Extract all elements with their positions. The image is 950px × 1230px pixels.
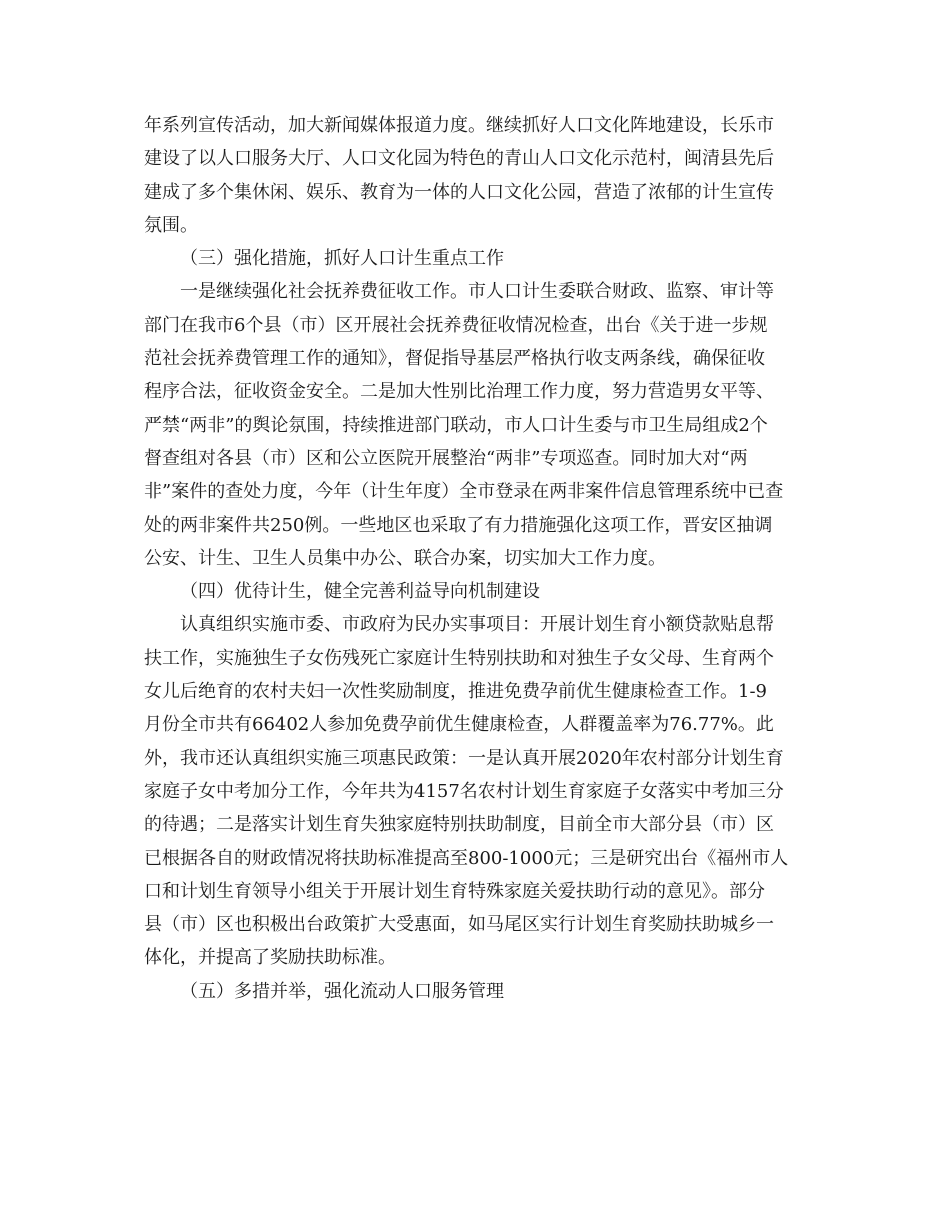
paragraph-line: 部门在我市6个县（市）区开展社会抚养费征收情况检查，出台《关于进一步规 <box>144 314 768 336</box>
paragraph-line: 家庭子女中考加分工作，今年共为4157名农村计划生育家庭子女落实中考加三分 <box>144 780 784 802</box>
paragraph-line-indented: 认真组织实施市委、市政府为民办实事项目：开展计划生育小额贷款贴息帮 <box>180 614 774 636</box>
paragraph-line-indented: （五）多措并举，强化流动人口服务管理 <box>180 980 504 1002</box>
paragraph-line-indented: 一是继续强化社会抚养费征收工作。市人口计生委联合财政、监察、审计等 <box>180 281 774 303</box>
paragraph-line: 扶工作，实施独生子女伤残死亡家庭计生特别扶助和对独生子女父母、生育两个 <box>144 647 774 669</box>
paragraph-line: 外，我市还认真组织实施三项惠民政策：一是认真开展2020年农村部分计划生育 <box>144 747 784 769</box>
paragraph-line: 范社会抚养费管理工作的通知》，督促指导基层严格执行收支两条线，确保征收 <box>144 348 765 370</box>
paragraph-line: 建成了多个集休闲、娱乐、教育为一体的人口文化公园，营造了浓郁的计生宣传 <box>144 181 774 203</box>
paragraph-line: 严禁“两非”的舆论氛围，持续推进部门联动，市人口计生委与市卫生局组成2个 <box>144 414 768 436</box>
paragraph-line-indented: （三）强化措施，抓好人口计生重点工作 <box>180 248 504 270</box>
paragraph-line: 氛围。 <box>144 214 198 236</box>
paragraph-line: 公安、计生、卫生人员集中办公、联合办案，切实加大工作力度。 <box>144 547 666 569</box>
paragraph-line: 已根据各自的财政情况将扶助标准提高至800-1000元；三是研究出台《福州市人 <box>144 847 789 869</box>
paragraph-line: 口和计划生育领导小组关于开展计划生育特殊家庭关爱扶助行动的意见》。部分 <box>144 880 765 902</box>
paragraph-line: 月份全市共有66402人参加免费孕前优生健康检查，人群覆盖率为76.77%。此 <box>144 714 774 736</box>
paragraph-line: 的待遇；二是落实计划生育失独家庭特别扶助制度，目前全市大部分县（市）区 <box>144 814 774 836</box>
paragraph-line: 建设了以人口服务大厅、人口文化园为特色的青山人口文化示范村，闽清县先后 <box>144 148 774 170</box>
paragraph-line: 处的两非案件共250例。一些地区也采取了有力措施强化这项工作，晋安区抽调 <box>144 514 773 536</box>
document-body <box>144 109 809 1008</box>
paragraph-line: 县（市）区也积极出台政策扩大受惠面，如马尾区实行计划生育奖励扶助城乡一 <box>144 914 774 936</box>
paragraph-line: 非”案件的查处力度，今年（计生年度）全市登录在两非案件信息管理系统中已查 <box>144 481 784 503</box>
paragraph-line: 体化，并提高了奖励扶助标准。 <box>144 947 396 969</box>
paragraph-line: 女儿后绝育的农村夫妇一次性奖励制度，推进免费孕前优生健康检查工作。1-9 <box>144 681 767 703</box>
paragraph-line: 年系列宣传活动，加大新闻媒体报道力度。继续抓好人口文化阵地建设，长乐市 <box>144 115 774 136</box>
paragraph-line-indented: （四）优待计生，健全完善利益导向机制建设 <box>180 581 540 603</box>
paragraph-line: 程序合法，征收资金安全。二是加大性别比治理工作力度，努力营造男女平等、 <box>144 381 774 403</box>
paragraph-line: 督查组对各县（市）区和公立医院开展整治“两非”专项巡查。同时加大对“两 <box>144 447 748 469</box>
